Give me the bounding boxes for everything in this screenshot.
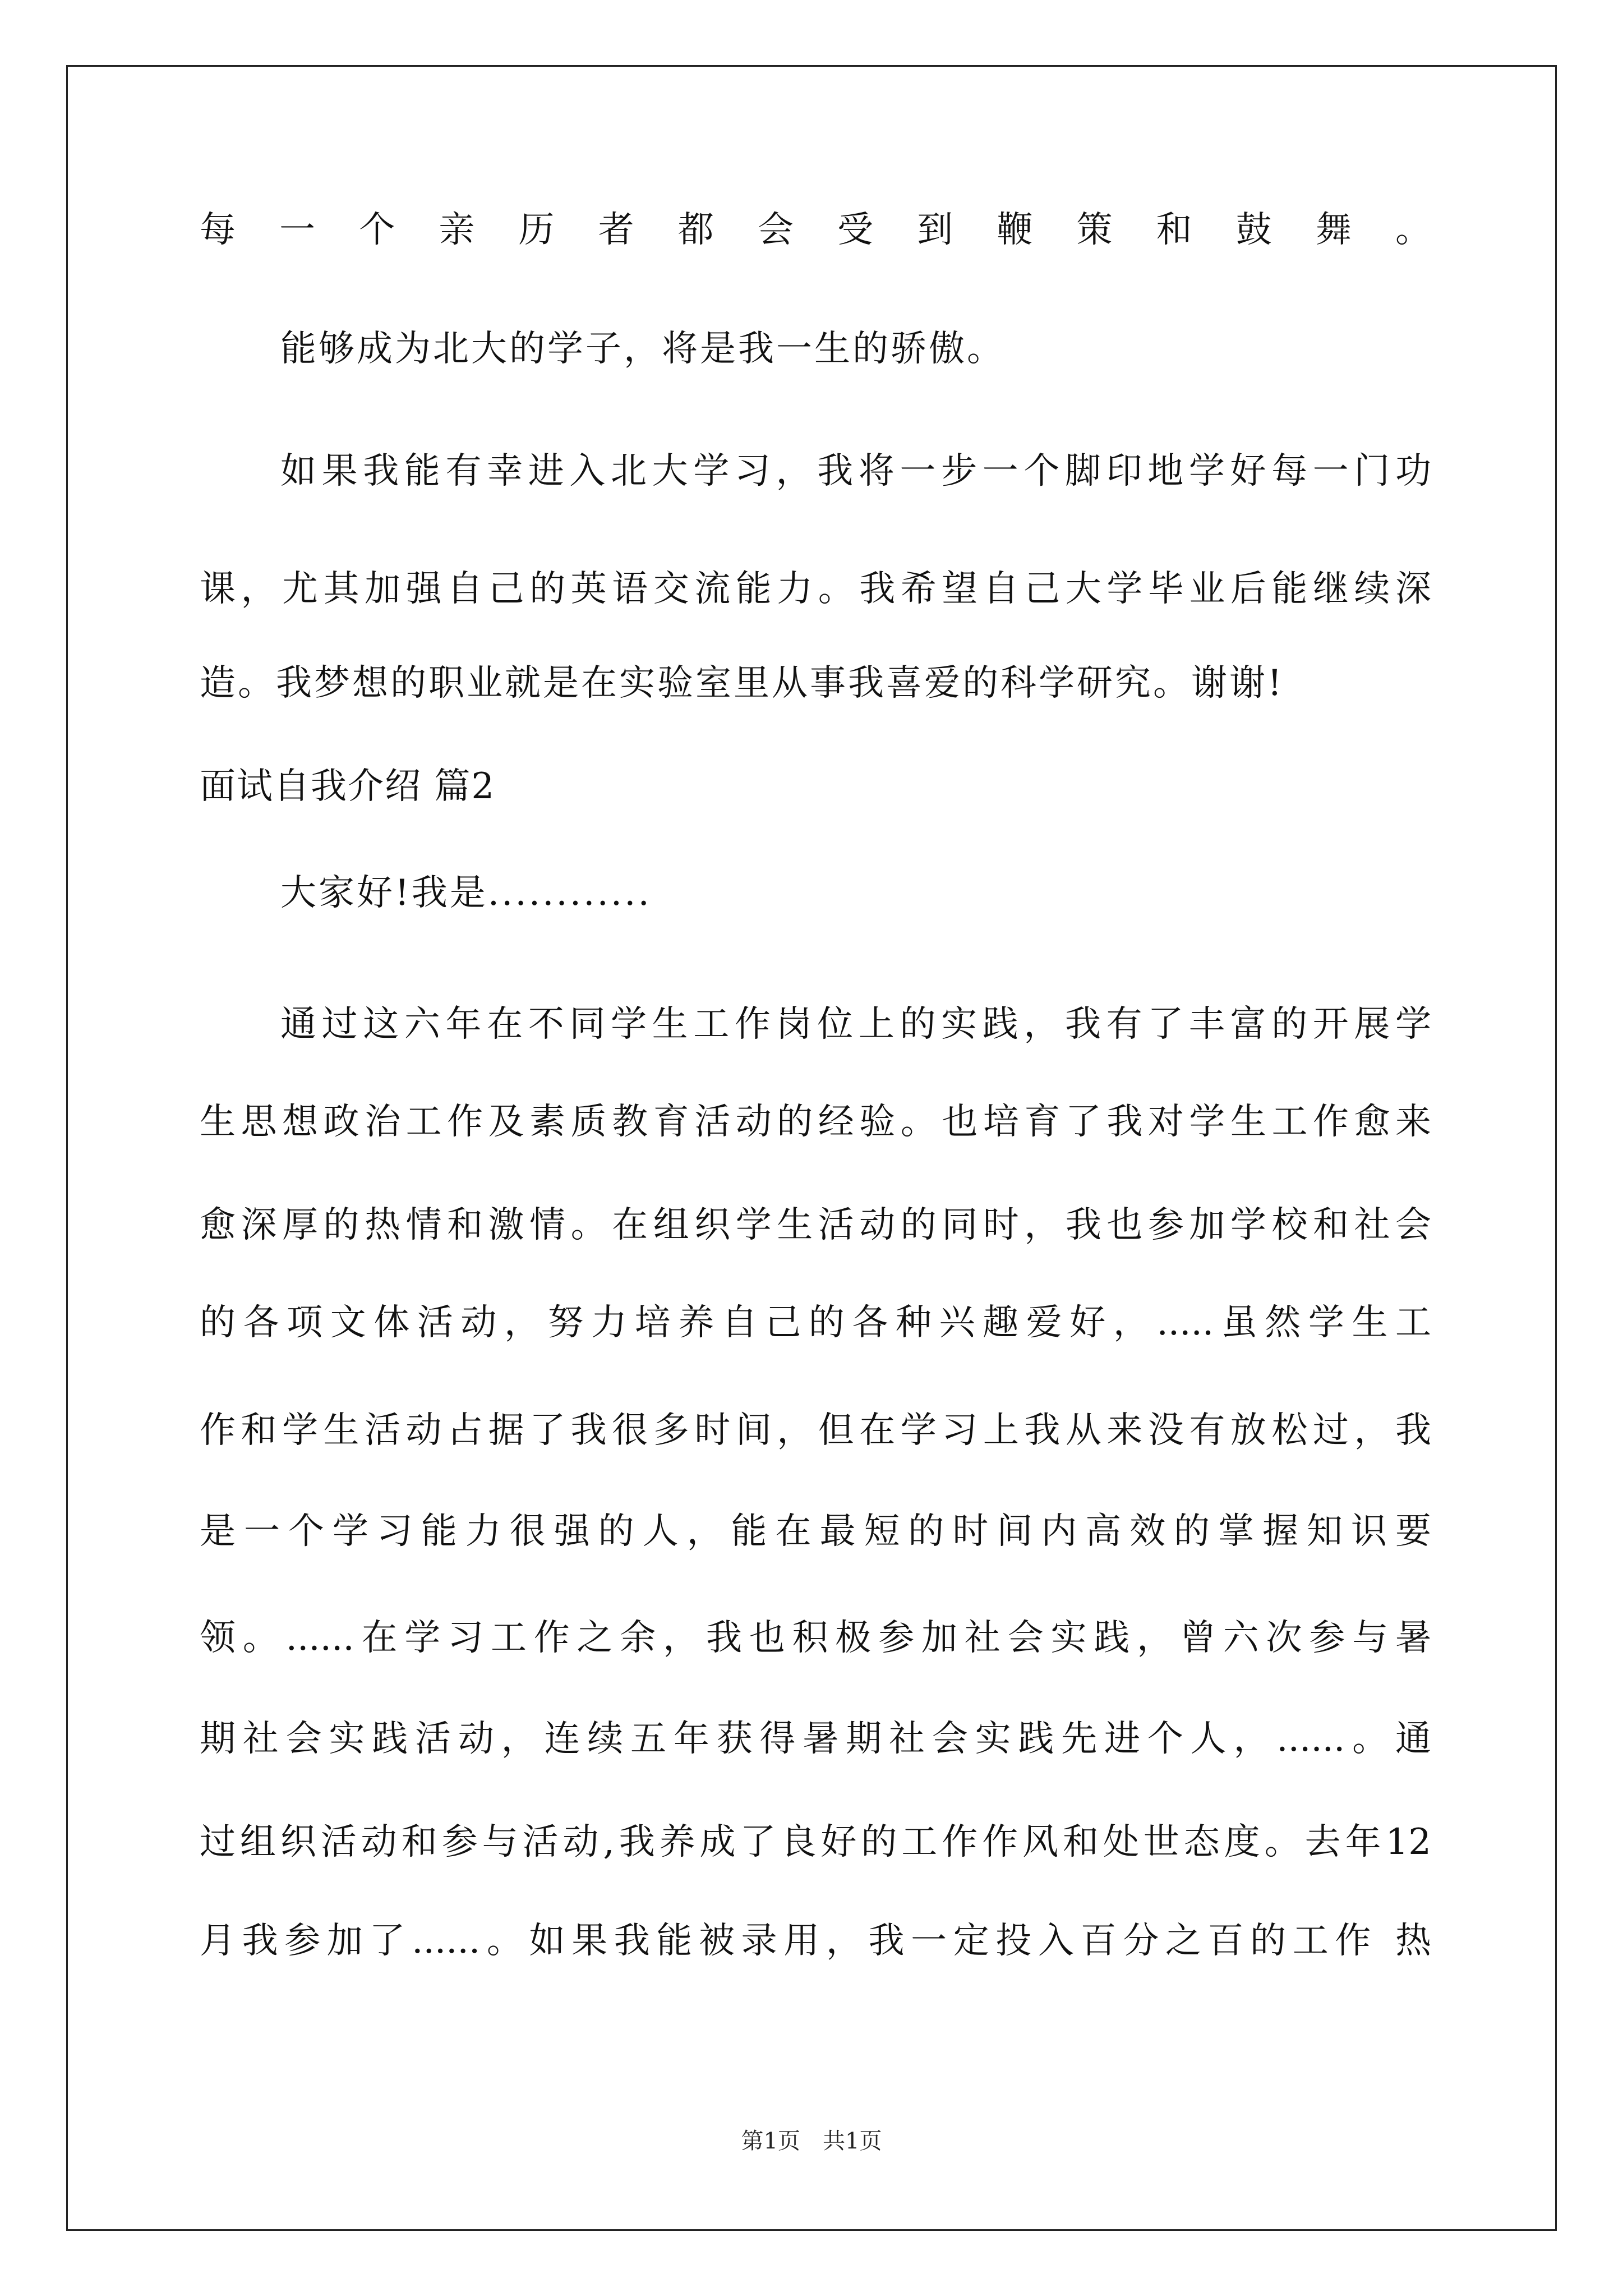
- paragraph-line: 月我参加了......。如果我能被录用，我一定投入百分之百的工作 热: [200, 1920, 1431, 1962]
- paragraph-line: 每一个亲历者都会受到鞭策和鼓舞。: [200, 209, 1431, 251]
- paragraph-line: 造。我梦想的职业就是在实验室里从事我喜爱的科学研究。谢谢!: [200, 662, 1284, 704]
- paragraph-line: 期社会实践活动，连续五年获得暑期社会实践先进个人，......。通: [200, 1718, 1431, 1760]
- paragraph-line: 生思想政治工作及素质教育活动的经验。也培育了我对学生工作愈来: [200, 1101, 1431, 1143]
- page-number: 第1页 共1页: [741, 2128, 882, 2154]
- paragraph-line: 作和学生活动占据了我很多时间，但在学习上我从来没有放松过，我: [200, 1410, 1431, 1451]
- paragraph-line: 领。......在学习工作之余，我也积极参加社会实践，曾六次参与暑: [200, 1617, 1431, 1659]
- paragraph-line: 大家好!我是............: [280, 872, 652, 914]
- paragraph-line: 如果我能有幸进入北大学习，我将一步一个脚印地学好每一门功: [280, 450, 1431, 492]
- paragraph-line: 过组织活动和参与活动,我养成了良好的工作作风和处世态度。去年12: [200, 1821, 1431, 1863]
- paragraph-line: 的各项文体活动，努力培养自己的各种兴趣爱好，.....虽然学生工: [200, 1302, 1431, 1343]
- paragraph-line: 是一个学习能力很强的人，能在最短的时间内高效的掌握知识要: [200, 1511, 1431, 1552]
- paragraph-line: 通过这六年在不同学生工作岗位上的实践，我有了丰富的开展学: [280, 1004, 1431, 1045]
- section-heading: 面试自我介绍 篇2: [200, 766, 496, 807]
- paragraph-line: 能够成为北大的学子，将是我一生的骄傲。: [280, 328, 1005, 370]
- page-border: [66, 65, 1557, 2231]
- paragraph-line: 课，尤其加强自己的英语交流能力。我希望自己大学毕业后能继续深: [200, 568, 1431, 610]
- paragraph-line: 愈深厚的热情和激情。在组织学生活动的同时，我也参加学校和社会: [200, 1204, 1431, 1246]
